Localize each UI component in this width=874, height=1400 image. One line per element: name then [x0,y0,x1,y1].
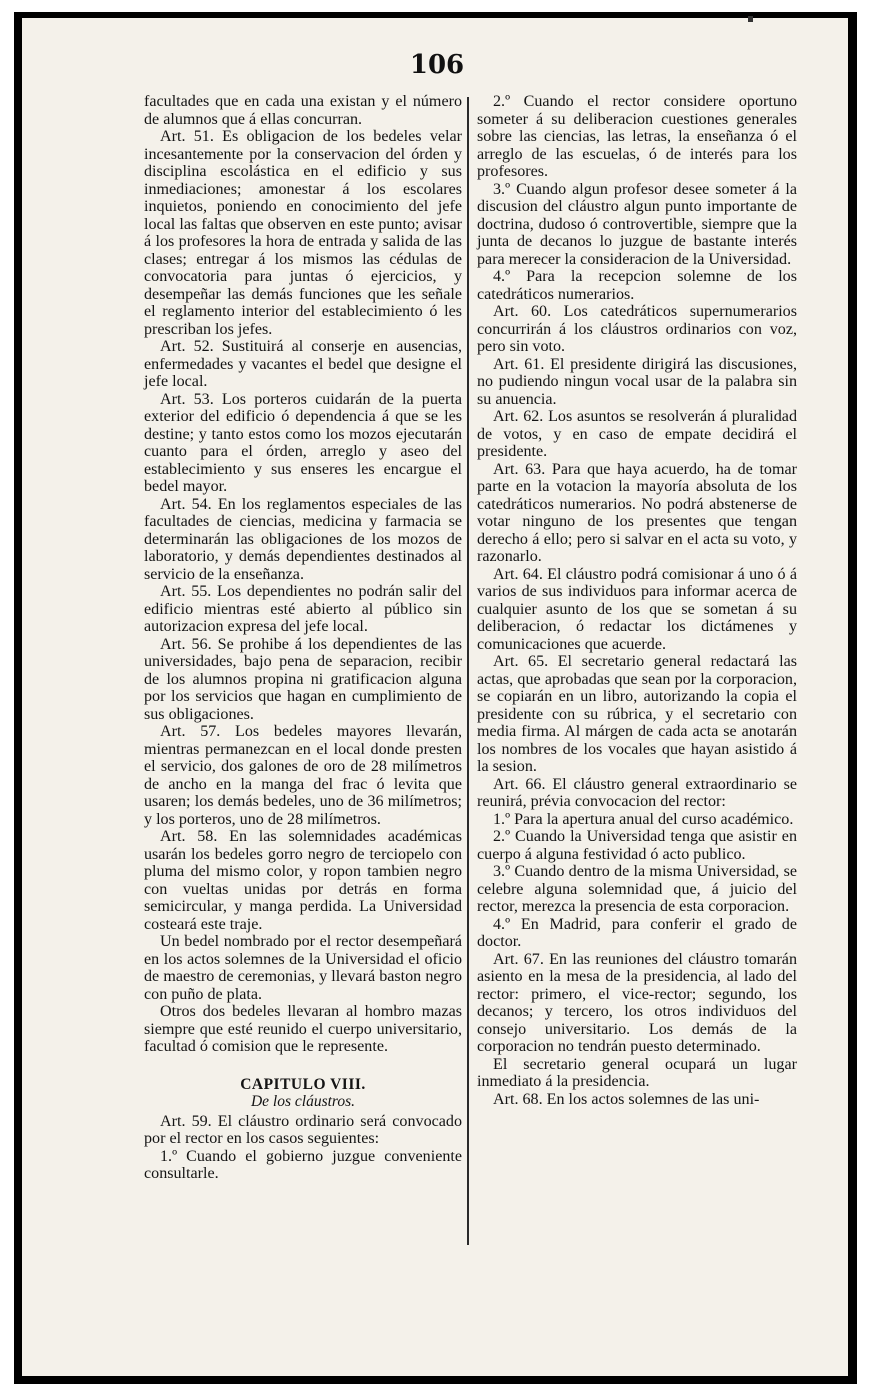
paragraph: 3.º Cuando dentro de la misma Universidad, se celebre alguna solemnidad que, á juicio del rector, merezca la presencia de esta corporacion. [477,863,797,915]
paragraph: 2.º Cuando el rector considere oportuno someter á su deliberacion cuestiones generales sobre las ciencias, las letras, la enseñanza ó el arreglo de las escuelas, ó de interés para los profesores. [477,93,797,180]
right-column [477,93,797,1108]
left-column [144,93,462,1183]
paragraph: 2.º Cuando la Universidad tenga que asistir en cuerpo á alguna festividad ó acto publico. [477,828,797,863]
paragraph: Art. 63. Para que haya acuerdo, ha de tomar parte en la votacion la mayoría absoluta de los catedráticos numerarios. No podrá abstenerse de votar ninguno de los presentes que tengan derecho á ello; pero si salvar en el acta su voto, y razonarlo. [477,460,797,565]
left-paragraphs [144,93,462,1056]
right-paragraphs [477,93,797,1108]
paragraph: Art. 58. En las solemnidades académicas usarán los bedeles gorro negro de terciopelo con pluma del mismo color, y ropon tambien negro con vueltas unidas por detrás en forma semicircular, y manga perdida. La Universidad costeará este traje. [144,828,462,933]
column-divider [467,97,469,1245]
paragraph: 1.º Cuando el gobierno juzgue conveniente consultarle. [144,1147,462,1182]
paragraph: Art. 61. El presidente dirigirá las discusiones, no pudiendo ningun vocal usar de la palabra sin su anuencia. [477,355,797,408]
paragraph: Art. 53. Los porteros cuidarán de la puerta exterior del edificio ó dependencia á que se les destine; y tanto estos como los mozos ejecutarán cuanto para el órden, arreglo y aseo del establecimiento y sus enseres les encargue el bedel mayor. [144,390,462,495]
chapter-heading: CAPITULO VIII. [240,1075,366,1093]
paragraph: Art. 64. El cláustro podrá comisionar á uno ó á varios de sus individuos para informar acerca de cualquier asunto de los que se sometan á su deliberacion, ó redactar los dictámenes y comunicaciones que acuerde. [477,565,797,653]
paragraph: Art. 59. El cláustro ordinario será convocado por el rector en los casos seguientes: [144,1112,462,1147]
paragraph: Un bedel nombrado por el rector desempeñará en los actos solemnes de la Universidad el oficio de maestro de ceremonias, y llevará baston negro con puño de plata. [144,933,462,1003]
ink-speck [748,16,753,22]
paragraph: 1.º Para la apertura anual del curso académico. [493,810,794,828]
paragraph: facultades que en cada una existan y el número de alumnos que á ellas concurran. [144,93,462,128]
left-paragraphs-after [144,1113,462,1183]
paragraph: Art. 65. El secretario general redactará las actas, que aprobadas que sean por la corporacion, se copiarán en un libro, autorizando la copia el presidente con su rúbrica, y el secretario con media firma. Al márgen de cada acta se anotarán los nombres de los vocales que hayan asistido á la sesion. [477,653,797,775]
page-number: 106 [409,50,465,80]
paragraph: Art. 60. Los catedráticos supernumerarios concurrirán á los cláustros ordinarios con voz, pero sin voto. [477,303,797,355]
paragraph: 3.º Cuando algun profesor desee someter á la discusion del cláustro algun punto importante de doctrina, dudoso ó controvertible, siempre que la junta de decanos lo juzgue de bastante interés para merecer la consideracion de la Universidad. [477,180,797,268]
paragraph: Art. 51. Es obligacion de los bedeles velar incesantemente por la conservacion del órden y disciplina escolástica en el edificio y sus inmediaciones; amonestar á los escolares inquietos, poniendo en conocimiento del jefe local las faltas que observen en este punto; avisar á los profesores la hora de entrada y salida de las clases; entregar á los mismos las cédulas de convocatoria para juntas ó ejercicios, y desempeñar las demás funciones que les señale el reglamento interior del establecimiento ó les prescriban los jefes. [144,128,462,338]
paragraph: El secretario general ocupará un lugar inmediato á la presidencia. [477,1055,797,1090]
paragraph: Art. 55. Los dependientes no podrán salir del edificio mientras esté abierto al público sin autorizacion expresa del jefe local. [144,583,462,635]
chapter-subtitle: De los cláustros. [250,1093,356,1110]
paragraph: Art. 56. Se prohibe á los dependientes de las universidades, bajo pena de separacion, recibir de los alumnos propina ni gratificacion alguna por los servicios que hagan en cumplimiento de sus obligaciones. [144,635,462,723]
paragraph: Otros dos bedeles llevaran al hombro mazas siempre que esté reunido el cuerpo universitario, facultad ó comision que le represente. [144,1003,462,1055]
paragraph: Art. 68. En los actos solemnes de las uni- [493,1090,760,1108]
paragraph: Art. 66. El cláustro general extraordinario se reunirá, prévia convocacion del rector: [477,775,797,810]
paragraph: Art. 67. En las reuniones del cláustro tomarán asiento en la mesa de la presidencia, al lado del rector: primero, el vice-rector; segundo, los decanos; y tercero, los otros individuos del consejo universitario. Los demás de la corporacion no tendrán puesto determinado. [477,950,797,1055]
paragraph: 4.º Para la recepcion solemne de los catedráticos numerarios. [477,268,797,303]
paragraph: 4.º En Madrid, para conferir el grado de doctor. [477,915,797,950]
paragraph: Art. 62. Los asuntos se resolverán á pluralidad de votos, y en caso de empate decidirá el presidente. [477,408,797,460]
paragraph: Art. 52. Sustituirá al conserje en ausencias, enfermedades y vacantes el bedel que designe el jefe local. [144,338,462,390]
paragraph: Art. 54. En los reglamentos especiales de las facultades de ciencias, medicina y farmacia se determinarán las obligaciones de los mozos de laboratorio, y demás dependientes destinados al servicio de la enseñanza. [144,495,462,583]
paragraph: Art. 57. Los bedeles mayores llevarán, mientras permanezcan en el local donde presten el servicio, dos galones de oro de 28 milímetros de ancho en la manga del frac ó levita que usaren; los demás bedeles, uno de 36 milímetros; y los porteros, uno de 28 milímetros. [144,723,462,828]
